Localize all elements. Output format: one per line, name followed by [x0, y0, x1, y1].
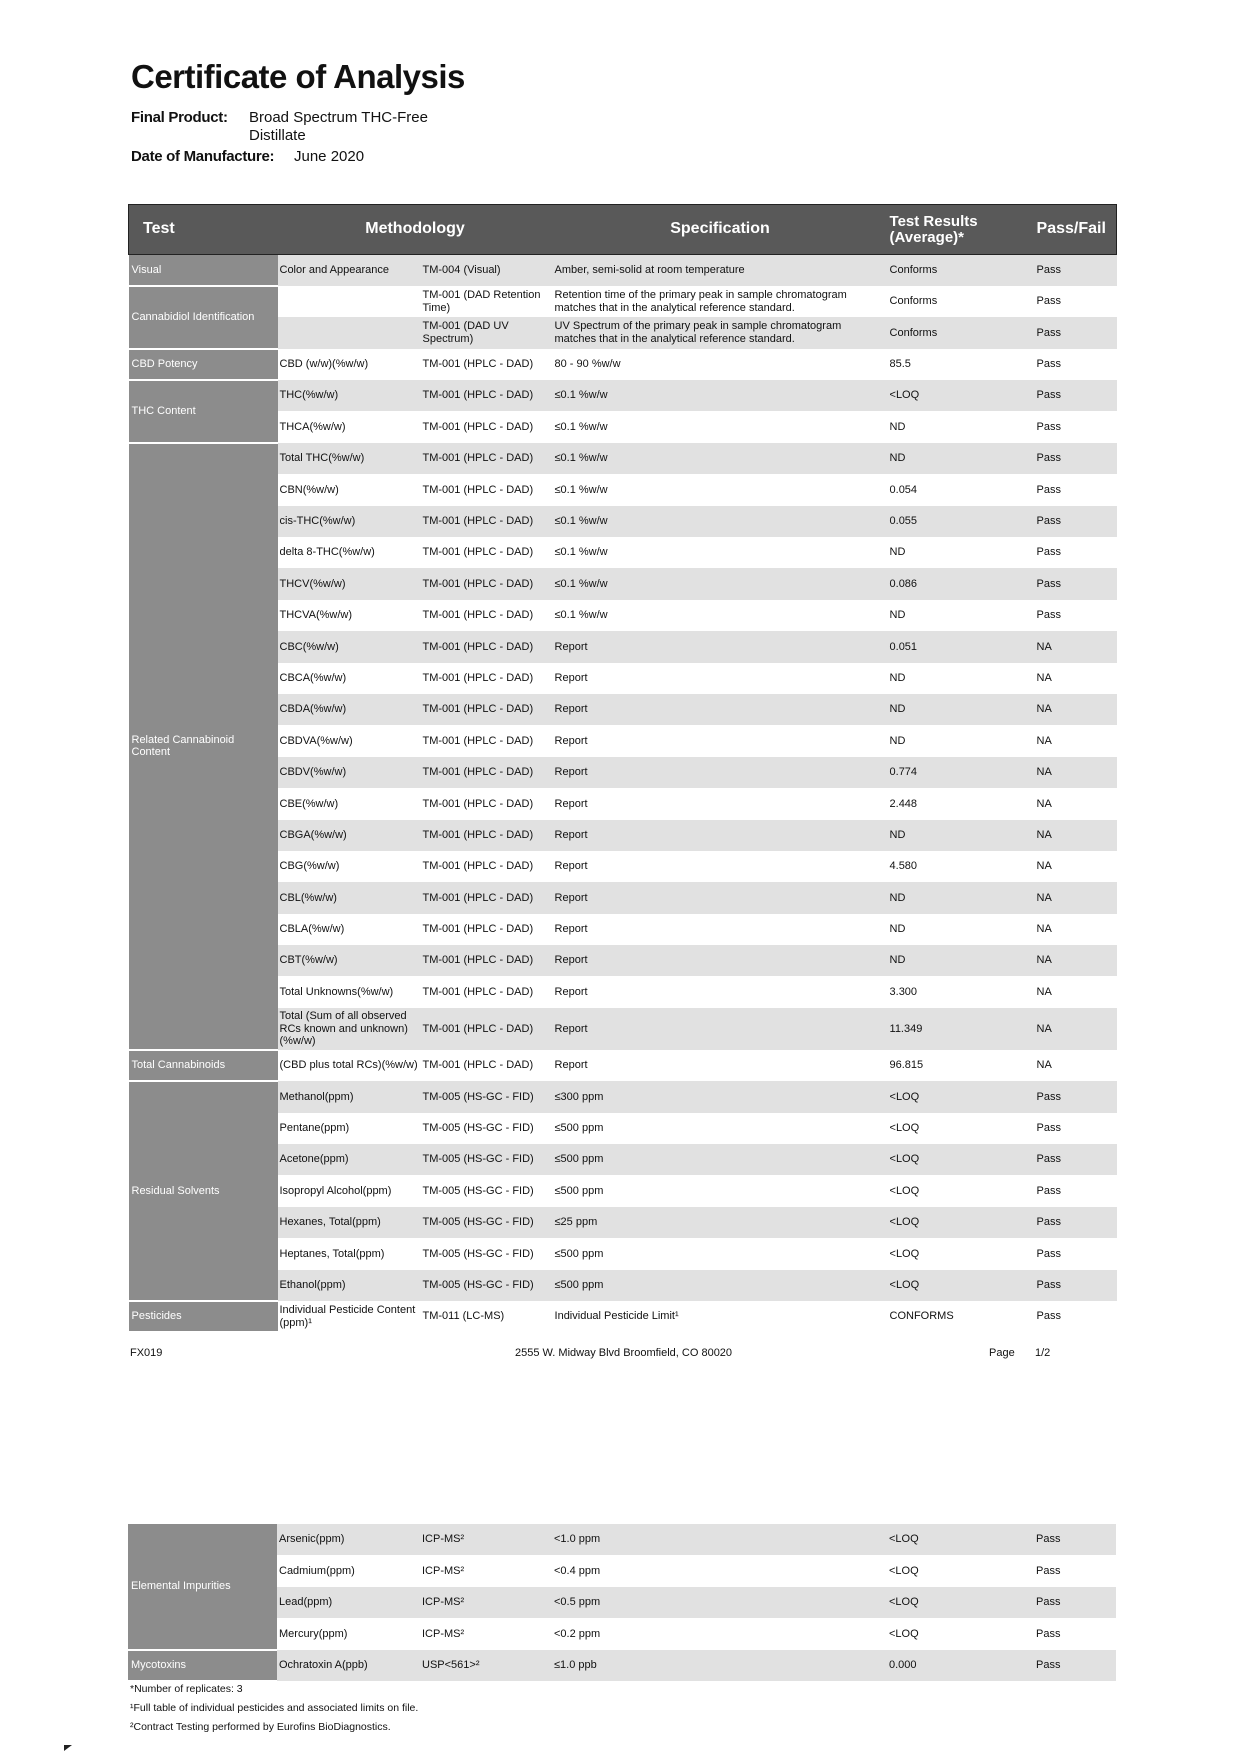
test-name-cell: Mercury(ppm): [277, 1618, 420, 1649]
page-title: Certificate of Analysis: [131, 58, 465, 95]
result-cell: 11.349: [888, 1008, 1025, 1050]
method-cell: TM-001 (HPLC - DAD): [421, 506, 553, 537]
table-row: [129, 788, 1117, 819]
test-name-cell: (CBD plus total RCs)(%w/w): [278, 1050, 421, 1081]
result-cell: 4.580: [888, 851, 1025, 882]
table-row: [129, 1144, 1117, 1175]
pass-fail-cell: NA: [1025, 914, 1117, 945]
test-name-cell: Arsenic(ppm): [277, 1524, 420, 1555]
table-row: [129, 537, 1117, 568]
specification-cell: Report: [553, 631, 888, 662]
pass-fail-cell: Pass: [1024, 1650, 1116, 1681]
test-category: THC Content: [129, 380, 278, 443]
note-contract-testing: ²Contract Testing performed by Eurofins BioDiagnostics.: [130, 1721, 391, 1733]
table-row: [129, 820, 1117, 851]
test-category: Total Cannabinoids: [129, 1050, 278, 1081]
test-name-cell: THCV(%w/w): [278, 568, 421, 599]
method-cell: TM-005 (HS-GC - FID): [421, 1270, 553, 1301]
table-row: [129, 286, 1117, 317]
table-row: [129, 1113, 1117, 1144]
test-name-cell: CBDV(%w/w): [278, 757, 421, 788]
table-row: [129, 1008, 1117, 1050]
test-name-cell: Total THC(%w/w): [278, 443, 421, 474]
test-name-cell: Heptanes, Total(ppm): [278, 1238, 421, 1269]
test-name-cell: CBD (w/w)(%w/w): [278, 349, 421, 380]
specification-cell: Report: [553, 1050, 888, 1081]
method-cell: TM-001 (HPLC - DAD): [421, 694, 553, 725]
specification-cell: ≤300 ppm: [553, 1081, 888, 1112]
result-cell: ND: [888, 411, 1025, 442]
table-row: [129, 317, 1117, 348]
method-cell: ICP-MS²: [420, 1555, 552, 1586]
final-product-value-line1: Broad Spectrum THC-Free: [249, 109, 428, 126]
specification-cell: ≤500 ppm: [553, 1175, 888, 1206]
pass-fail-cell: Pass: [1025, 380, 1117, 411]
table-row: [129, 380, 1117, 411]
pass-fail-cell: NA: [1025, 757, 1117, 788]
pass-fail-cell: Pass: [1025, 600, 1117, 631]
result-cell: <LOQ: [888, 1113, 1025, 1144]
table-row: [129, 1175, 1117, 1206]
pass-fail-cell: Pass: [1025, 537, 1117, 568]
table-header-row: [129, 205, 1117, 255]
table-row: [129, 506, 1117, 537]
method-cell: TM-005 (HS-GC - FID): [421, 1207, 553, 1238]
method-cell: ICP-MS²: [420, 1587, 552, 1618]
specification-cell: ≤0.1 %w/w: [553, 568, 888, 599]
note-pesticides: ¹Full table of individual pesticides and associated limits on file.: [130, 1702, 419, 1714]
method-cell: TM-005 (HS-GC - FID): [421, 1175, 553, 1206]
pass-fail-cell: Pass: [1025, 286, 1117, 317]
pass-fail-cell: NA: [1025, 882, 1117, 913]
pass-fail-cell: NA: [1025, 976, 1117, 1007]
result-cell: 0.000: [887, 1650, 1024, 1681]
test-name-cell: CBCA(%w/w): [278, 663, 421, 694]
specification-cell: Individual Pesticide Limit¹: [553, 1301, 888, 1332]
header-test: Test: [129, 205, 278, 255]
analysis-table-continued: [128, 1524, 1116, 1682]
specification-cell: Report: [553, 882, 888, 913]
table-row: [129, 474, 1117, 505]
specification-cell: ≤500 ppm: [553, 1238, 888, 1269]
result-cell: ND: [888, 663, 1025, 694]
method-cell: TM-001 (HPLC - DAD): [421, 474, 553, 505]
table-row: [129, 1081, 1117, 1112]
result-cell: <LOQ: [888, 1270, 1025, 1301]
specification-cell: Amber, semi-solid at room temperature: [553, 255, 888, 286]
test-name-cell: Ochratoxin A(ppb): [277, 1650, 420, 1681]
form-code: FX019: [130, 1347, 163, 1359]
pass-fail-cell: Pass: [1025, 1238, 1117, 1269]
table-row: [128, 1587, 1116, 1618]
result-cell: <LOQ: [888, 1238, 1025, 1269]
table-row: [129, 1301, 1117, 1332]
table-row: [129, 1238, 1117, 1269]
table-row: [128, 1555, 1116, 1586]
date-of-manufacture-label: Date of Manufacture:: [131, 148, 275, 165]
pass-fail-cell: Pass: [1025, 506, 1117, 537]
result-cell: 0.054: [888, 474, 1025, 505]
pass-fail-cell: Pass: [1024, 1618, 1116, 1649]
result-cell: ND: [888, 537, 1025, 568]
test-name-cell: THCA(%w/w): [278, 411, 421, 442]
method-cell: ICP-MS²: [420, 1618, 552, 1649]
result-cell: <LOQ: [888, 1207, 1025, 1238]
pass-fail-cell: NA: [1025, 788, 1117, 819]
result-cell: 3.300: [888, 976, 1025, 1007]
result-cell: CONFORMS: [888, 1301, 1025, 1332]
result-cell: <LOQ: [887, 1555, 1024, 1586]
result-cell: <LOQ: [887, 1618, 1024, 1649]
method-cell: TM-001 (HPLC - DAD): [421, 851, 553, 882]
specification-cell: ≤0.1 %w/w: [553, 443, 888, 474]
test-name-cell: CBDA(%w/w): [278, 694, 421, 725]
test-name-cell: [278, 317, 421, 348]
table-row: [129, 851, 1117, 882]
pass-fail-cell: Pass: [1024, 1524, 1116, 1555]
specification-cell: UV Spectrum of the primary peak in sample chromatogram matches that in the analytical reference standard.: [553, 317, 888, 348]
method-cell: USP<561>²: [420, 1650, 552, 1681]
pass-fail-cell: NA: [1025, 631, 1117, 662]
specification-cell: Report: [553, 1008, 888, 1050]
table-row: [129, 1270, 1117, 1301]
method-cell: TM-001 (HPLC - DAD): [421, 1050, 553, 1081]
pass-fail-cell: Pass: [1025, 443, 1117, 474]
test-category: Cannabidiol Identification: [129, 286, 278, 349]
result-cell: 0.774: [888, 757, 1025, 788]
specification-cell: ≤0.1 %w/w: [553, 506, 888, 537]
test-name-cell: CBC(%w/w): [278, 631, 421, 662]
method-cell: TM-001 (HPLC - DAD): [421, 411, 553, 442]
result-cell: 0.086: [888, 568, 1025, 599]
table-row: [129, 411, 1117, 442]
test-category: Visual: [129, 255, 278, 286]
result-cell: <LOQ: [887, 1524, 1024, 1555]
page-number: 1/2: [1035, 1347, 1051, 1359]
date-of-manufacture-value: June 2020: [294, 148, 365, 165]
result-cell: 0.051: [888, 631, 1025, 662]
result-cell: Conforms: [888, 317, 1025, 348]
table-row: [128, 1524, 1116, 1555]
test-name-cell: CBDVA(%w/w): [278, 725, 421, 756]
method-cell: TM-001 (DAD Retention Time): [421, 286, 553, 317]
header-test-results: Test Results (Average)*: [888, 205, 1025, 255]
specification-cell: <0.2 ppm: [552, 1618, 887, 1649]
table-row: [129, 945, 1117, 976]
pass-fail-cell: NA: [1025, 694, 1117, 725]
test-name-cell: [278, 286, 421, 317]
result-cell: ND: [888, 600, 1025, 631]
method-cell: TM-001 (HPLC - DAD): [421, 725, 553, 756]
method-cell: TM-001 (HPLC - DAD): [421, 820, 553, 851]
test-name-cell: Isopropyl Alcohol(ppm): [278, 1175, 421, 1206]
test-category: Residual Solvents: [129, 1081, 278, 1301]
result-cell: 2.448: [888, 788, 1025, 819]
address: 2555 W. Midway Blvd Broomfield, CO 80020: [515, 1347, 733, 1359]
method-cell: TM-001 (HPLC - DAD): [421, 757, 553, 788]
result-cell: ND: [888, 914, 1025, 945]
table-row: [129, 757, 1117, 788]
table-row: [129, 568, 1117, 599]
specification-cell: ≤1.0 ppb: [552, 1650, 887, 1681]
test-name-cell: Acetone(ppm): [278, 1144, 421, 1175]
pass-fail-cell: Pass: [1025, 1270, 1117, 1301]
specification-cell: Report: [553, 914, 888, 945]
specification-cell: <0.4 ppm: [552, 1555, 887, 1586]
test-name-cell: Ethanol(ppm): [278, 1270, 421, 1301]
specification-cell: ≤500 ppm: [553, 1270, 888, 1301]
table-row: [128, 1618, 1116, 1649]
method-cell: TM-001 (HPLC - DAD): [421, 443, 553, 474]
pass-fail-cell: Pass: [1025, 568, 1117, 599]
final-product-value-line2: Distillate: [249, 127, 306, 144]
result-cell: ND: [888, 945, 1025, 976]
final-product-label: Final Product:: [131, 109, 228, 126]
pass-fail-cell: Pass: [1025, 1113, 1117, 1144]
test-name-cell: CBG(%w/w): [278, 851, 421, 882]
test-name-cell: CBT(%w/w): [278, 945, 421, 976]
test-name-cell: Hexanes, Total(ppm): [278, 1207, 421, 1238]
method-cell: TM-001 (HPLC - DAD): [421, 537, 553, 568]
specification-cell: Report: [553, 851, 888, 882]
specification-cell: ≤0.1 %w/w: [553, 411, 888, 442]
table-row: [129, 443, 1117, 474]
table-row: [129, 255, 1117, 286]
method-cell: TM-004 (Visual): [421, 255, 553, 286]
method-cell: ICP-MS²: [420, 1524, 552, 1555]
pass-fail-cell: Pass: [1025, 411, 1117, 442]
specification-cell: ≤0.1 %w/w: [553, 474, 888, 505]
method-cell: TM-001 (DAD UV Spectrum): [421, 317, 553, 348]
test-category: Elemental Impurities: [128, 1524, 277, 1650]
specification-cell: Report: [553, 945, 888, 976]
table-row: [129, 663, 1117, 694]
table-row: [128, 1650, 1116, 1681]
test-name-cell: Total Unknowns(%w/w): [278, 976, 421, 1007]
specification-cell: <0.5 ppm: [552, 1587, 887, 1618]
test-name-cell: CBN(%w/w): [278, 474, 421, 505]
specification-cell: Report: [553, 757, 888, 788]
test-name-cell: delta 8-THC(%w/w): [278, 537, 421, 568]
method-cell: TM-001 (HPLC - DAD): [421, 380, 553, 411]
result-cell: <LOQ: [888, 380, 1025, 411]
method-cell: TM-001 (HPLC - DAD): [421, 631, 553, 662]
analysis-table: [128, 204, 1117, 1333]
method-cell: TM-011 (LC-MS): [421, 1301, 553, 1332]
test-name-cell: Cadmium(ppm): [277, 1555, 420, 1586]
pass-fail-cell: Pass: [1025, 1175, 1117, 1206]
pass-fail-cell: Pass: [1025, 349, 1117, 380]
pass-fail-cell: NA: [1025, 663, 1117, 694]
table-row: [129, 349, 1117, 380]
test-category: Pesticides: [129, 1301, 278, 1332]
method-cell: TM-005 (HS-GC - FID): [421, 1238, 553, 1269]
method-cell: TM-001 (HPLC - DAD): [421, 600, 553, 631]
result-cell: ND: [888, 725, 1025, 756]
pass-fail-cell: NA: [1025, 725, 1117, 756]
specification-cell: ≤0.1 %w/w: [553, 600, 888, 631]
pass-fail-cell: Pass: [1025, 317, 1117, 348]
table-row: [129, 725, 1117, 756]
specification-cell: <1.0 ppm: [552, 1524, 887, 1555]
specification-cell: 80 - 90 %w/w: [553, 349, 888, 380]
test-name-cell: Pentane(ppm): [278, 1113, 421, 1144]
method-cell: TM-001 (HPLC - DAD): [421, 788, 553, 819]
result-cell: 96.815: [888, 1050, 1025, 1081]
header-specification: Specification: [553, 205, 888, 255]
table-row: [129, 1207, 1117, 1238]
test-name-cell: Individual Pesticide Content (ppm)¹: [278, 1301, 421, 1332]
specification-cell: Report: [553, 694, 888, 725]
header-methodology: Methodology: [278, 205, 553, 255]
table-row: [129, 914, 1117, 945]
pass-fail-cell: Pass: [1025, 1081, 1117, 1112]
specification-cell: Report: [553, 976, 888, 1007]
test-name-cell: CBGA(%w/w): [278, 820, 421, 851]
specification-cell: ≤25 ppm: [553, 1207, 888, 1238]
specification-cell: Report: [553, 820, 888, 851]
method-cell: TM-001 (HPLC - DAD): [421, 1008, 553, 1050]
note-replicates: *Number of replicates: 3: [130, 1683, 243, 1695]
method-cell: TM-005 (HS-GC - FID): [421, 1113, 553, 1144]
test-category: Related Cannabinoid Content: [129, 443, 278, 1050]
method-cell: TM-001 (HPLC - DAD): [421, 349, 553, 380]
table-row: [129, 600, 1117, 631]
method-cell: TM-001 (HPLC - DAD): [421, 914, 553, 945]
result-cell: 0.055: [888, 506, 1025, 537]
result-cell: ND: [888, 694, 1025, 725]
pass-fail-cell: Pass: [1025, 1207, 1117, 1238]
header-pass-fail: Pass/Fail: [1025, 205, 1117, 255]
test-name-cell: CBE(%w/w): [278, 788, 421, 819]
specification-cell: ≤0.1 %w/w: [553, 537, 888, 568]
specification-cell: Report: [553, 788, 888, 819]
result-cell: <LOQ: [888, 1081, 1025, 1112]
page-corner-mark: [64, 1745, 72, 1751]
test-name-cell: CBLA(%w/w): [278, 914, 421, 945]
result-cell: ND: [888, 820, 1025, 851]
pass-fail-cell: Pass: [1025, 1301, 1117, 1332]
test-name-cell: THC(%w/w): [278, 380, 421, 411]
table-row: [129, 631, 1117, 662]
method-cell: TM-005 (HS-GC - FID): [421, 1144, 553, 1175]
pass-fail-cell: Pass: [1025, 474, 1117, 505]
pass-fail-cell: Pass: [1025, 255, 1117, 286]
test-name-cell: THCVA(%w/w): [278, 600, 421, 631]
pass-fail-cell: Pass: [1025, 1144, 1117, 1175]
table-row: [129, 1050, 1117, 1081]
pass-fail-cell: NA: [1025, 1008, 1117, 1050]
pass-fail-cell: NA: [1025, 851, 1117, 882]
result-cell: Conforms: [888, 286, 1025, 317]
pass-fail-cell: Pass: [1024, 1587, 1116, 1618]
specification-cell: ≤500 ppm: [553, 1113, 888, 1144]
page-label: Page: [989, 1347, 1015, 1359]
result-cell: <LOQ: [888, 1144, 1025, 1175]
specification-cell: Report: [553, 663, 888, 694]
specification-cell: Retention time of the primary peak in sample chromatogram matches that in the analytical reference standard.: [553, 286, 888, 317]
method-cell: TM-001 (HPLC - DAD): [421, 882, 553, 913]
test-category: Mycotoxins: [128, 1650, 277, 1681]
test-name-cell: cis-THC(%w/w): [278, 506, 421, 537]
test-name-cell: Color and Appearance: [278, 255, 421, 286]
test-name-cell: Methanol(ppm): [278, 1081, 421, 1112]
specification-cell: Report: [553, 725, 888, 756]
result-cell: <LOQ: [887, 1587, 1024, 1618]
method-cell: TM-001 (HPLC - DAD): [421, 976, 553, 1007]
result-cell: ND: [888, 443, 1025, 474]
pass-fail-cell: Pass: [1024, 1555, 1116, 1586]
method-cell: TM-001 (HPLC - DAD): [421, 945, 553, 976]
table-row: [129, 694, 1117, 725]
result-cell: Conforms: [888, 255, 1025, 286]
result-cell: 85.5: [888, 349, 1025, 380]
pass-fail-cell: NA: [1025, 945, 1117, 976]
method-cell: TM-005 (HS-GC - FID): [421, 1081, 553, 1112]
test-name-cell: Total (Sum of all observed RCs known and unknown)(%w/w): [278, 1008, 421, 1050]
method-cell: TM-001 (HPLC - DAD): [421, 663, 553, 694]
specification-cell: ≤0.1 %w/w: [553, 380, 888, 411]
pass-fail-cell: NA: [1025, 1050, 1117, 1081]
test-name-cell: CBL(%w/w): [278, 882, 421, 913]
method-cell: TM-001 (HPLC - DAD): [421, 568, 553, 599]
test-name-cell: Lead(ppm): [277, 1587, 420, 1618]
table-row: [129, 976, 1117, 1007]
table-row: [129, 882, 1117, 913]
pass-fail-cell: NA: [1025, 820, 1117, 851]
specification-cell: ≤500 ppm: [553, 1144, 888, 1175]
result-cell: <LOQ: [888, 1175, 1025, 1206]
test-category: CBD Potency: [129, 349, 278, 380]
result-cell: ND: [888, 882, 1025, 913]
